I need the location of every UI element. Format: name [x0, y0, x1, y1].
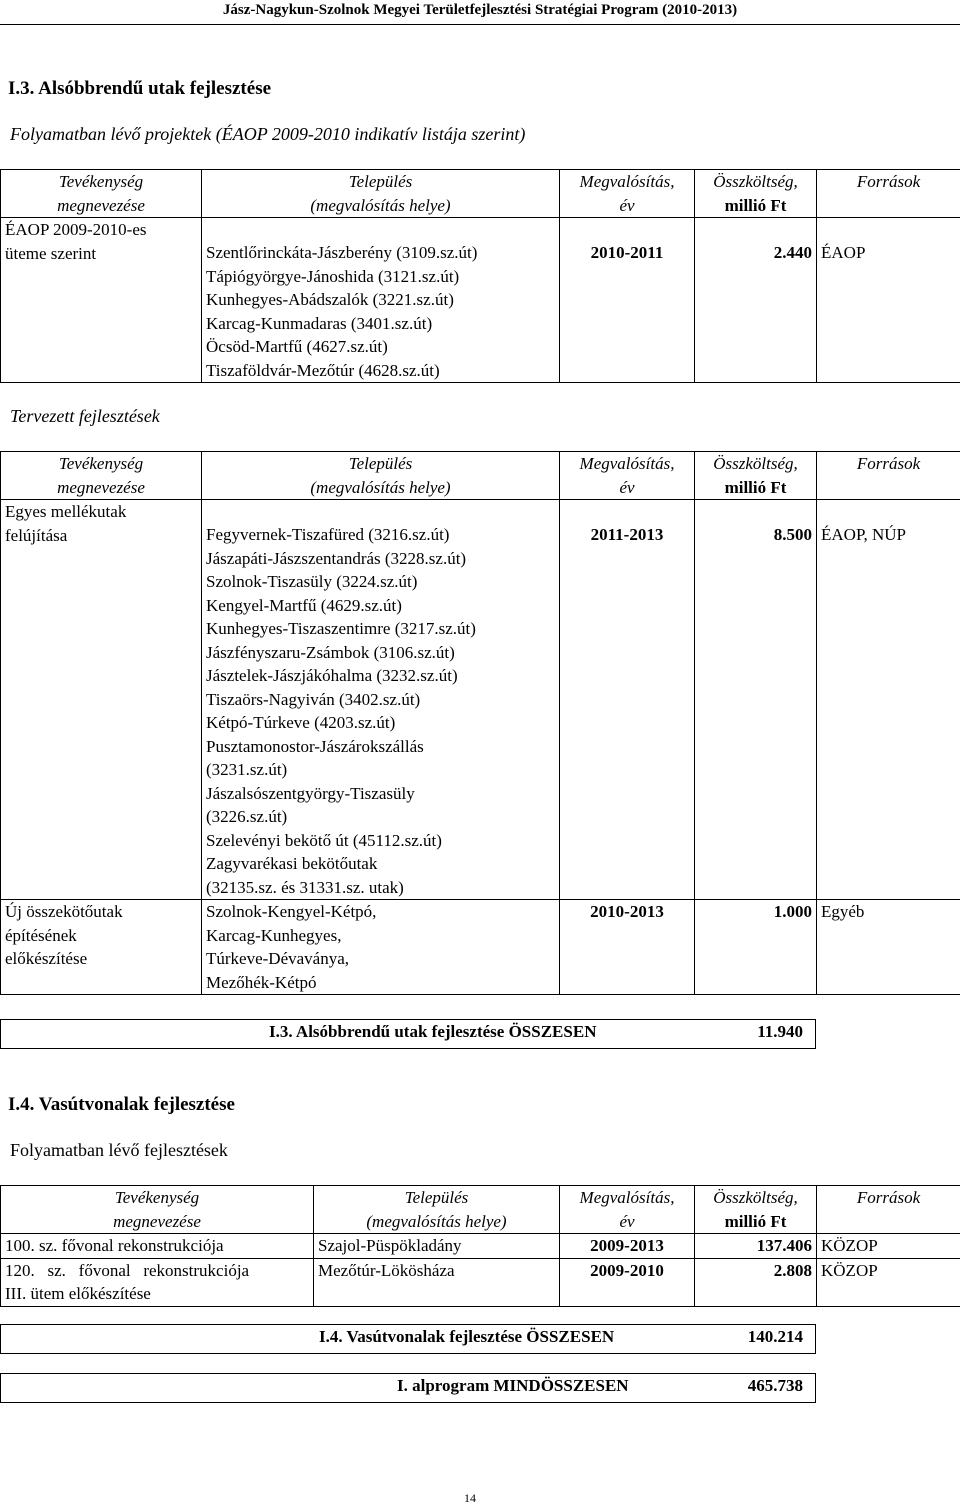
- activity-cell: 100. sz. fővonal rekonstrukciója: [1, 1234, 314, 1259]
- cost-cell: 2.808: [695, 1258, 817, 1306]
- section-i3-total-label: I.3. Alsóbbrendű utak fejlesztése ÖSSZESEN: [269, 1022, 597, 1041]
- col-header-cost: Összköltség, millió Ft: [695, 452, 817, 500]
- realization-cell: 2011-2013: [560, 500, 695, 900]
- planned-projects-table: [0, 451, 960, 995]
- source-cell: ÉAOP, NÚP: [817, 500, 960, 900]
- section-i4-ongoing-subtitle: Folyamatban lévő fejlesztések: [10, 1140, 228, 1160]
- table-row: [1, 218, 960, 383]
- realization-cell: 2010-2013: [560, 900, 695, 995]
- cost-cell: 137.406: [695, 1234, 817, 1259]
- source-cell: ÉAOP: [817, 218, 960, 383]
- section-i3-planned-subtitle: Tervezett fejlesztések: [10, 406, 160, 426]
- table-row: [1, 900, 960, 995]
- settlement-cell: Szolnok-Kengyel-Kétpó, Karcag-Kunhegyes, Túrkeve-Dévaványa, Mezőhék-Kétpó: [202, 900, 560, 995]
- col-header-settlement: Település (megvalósítás helye): [202, 452, 560, 500]
- activity-cell: ÉAOP 2009-2010-es üteme szerint: [1, 218, 202, 383]
- col-header-activity: Tevékenység megnevezése: [1, 452, 202, 500]
- realization-cell: 2010-2011: [560, 218, 695, 383]
- source-cell: KÖZOP: [817, 1258, 960, 1306]
- realization-cell: 2009-2010: [560, 1258, 695, 1306]
- table-row: [1, 1234, 960, 1259]
- settlement-cell: Mezőtúr-Lökösháza: [314, 1258, 560, 1306]
- settlement-cell: Fegyvernek-Tiszafüred (3216.sz.út) Jászapáti-Jászszentandrás (3228.sz.út) Szolnok-Tiszasüly (3224.sz.út) Kengyel-Martfű (4629.sz.út) Kunhegyes-Tiszaszentimre (3217.sz.út) Jászfényszaru-Zsámbok (3106.sz.út) Jásztelek-Jászjákóhalma (3232.sz.út) Tiszaörs-Nagyiván (3402.sz.út) Kétpó-Túrkeve (4203.sz.út) Pusztamonostor-Jászárokszállás (3231.sz.út) Jászalsószentgyörgy-Tiszasüly (3226.sz.út) Szelevényi bekötő út (45112.sz.út) Zagyvarékasi bekötőutak (32135.sz. és 31331.sz. utak): [202, 500, 560, 900]
- col-header-sources: Források: [817, 170, 960, 218]
- col-header-realization: Megvalósítás, év: [560, 170, 695, 218]
- realization-cell: 2009-2013: [560, 1234, 695, 1259]
- table-header-row: [1, 1186, 960, 1234]
- grand-total-label: I. alprogram MINDÖSSZESEN: [397, 1376, 629, 1395]
- table-header-row: [1, 170, 960, 218]
- grand-total-box: [0, 1373, 816, 1403]
- section-i4-title: I.4. Vasútvonalak fejlesztése: [8, 1094, 235, 1115]
- settlement-cell: Szentlőrinckáta-Jászberény (3109.sz.út) Tápiógyörgye-Jánoshida (3121.sz.út) Kunhegyes-Abádszalók (3221.sz.út) Karcag-Kunmadaras (3401.sz.út) Öcsöd-Martfű (4627.sz.út) Tiszaföldvár-Mezőtúr (4628.sz.út): [202, 218, 560, 383]
- section-i3-total-value: 11.940: [757, 1022, 803, 1041]
- page-number: 14: [464, 1491, 476, 1505]
- col-header-cost: Összköltség, millió Ft: [695, 1186, 817, 1234]
- cost-cell: 2.440: [695, 218, 817, 383]
- col-header-realization: Megvalósítás, év: [560, 1186, 695, 1234]
- col-header-activity: Tevékenység megnevezése: [1, 170, 202, 218]
- section-i4-total-box: [0, 1324, 816, 1354]
- table-row: [1, 500, 960, 900]
- col-header-realization: Megvalósítás, év: [560, 452, 695, 500]
- activity-cell: Egyes mellékutak felújítása: [1, 500, 202, 900]
- table-row: [1, 1258, 960, 1306]
- source-cell: Egyéb: [817, 900, 960, 995]
- cost-cell: 1.000: [695, 900, 817, 995]
- col-header-sources: Források: [817, 1186, 960, 1234]
- section-i3-title: I.3. Alsóbbrendű utak fejlesztése: [8, 78, 272, 99]
- activity-cell: 120. sz. fővonal rekonstrukciója III. ütem előkészítése: [1, 1258, 314, 1306]
- col-header-cost: Összköltség, millió Ft: [695, 170, 817, 218]
- railway-projects-table: [0, 1185, 960, 1307]
- settlement-cell: Szajol-Püspökladány: [314, 1234, 560, 1259]
- ongoing-projects-table: [0, 169, 960, 383]
- section-i3-ongoing-subtitle: Folyamatban lévő projektek (ÉAOP 2009-2010 indikatív listája szerint): [10, 124, 526, 144]
- section-i3-total-box: [0, 1019, 816, 1049]
- col-header-sources: Források: [817, 452, 960, 500]
- header-rule: [0, 24, 960, 25]
- table-header-row: [1, 452, 960, 500]
- section-i4-total-value: 140.214: [747, 1327, 803, 1346]
- col-header-activity: Tevékenység megnevezése: [1, 1186, 314, 1234]
- cost-cell: 8.500: [695, 500, 817, 900]
- col-header-settlement: Település (megvalósítás helye): [314, 1186, 560, 1234]
- activity-cell: Új összekötőutak építésének előkészítése: [1, 900, 202, 995]
- col-header-settlement: Település (megvalósítás helye): [202, 170, 560, 218]
- grand-total-value: 465.738: [747, 1376, 803, 1395]
- page-header: Jász-Nagykun-Szolnok Megyei Területfejlesztési Stratégiai Program (2010-2013): [222, 2, 738, 18]
- source-cell: KÖZOP: [817, 1234, 960, 1259]
- section-i4-total-label: I.4. Vasútvonalak fejlesztése ÖSSZESEN: [319, 1327, 615, 1346]
